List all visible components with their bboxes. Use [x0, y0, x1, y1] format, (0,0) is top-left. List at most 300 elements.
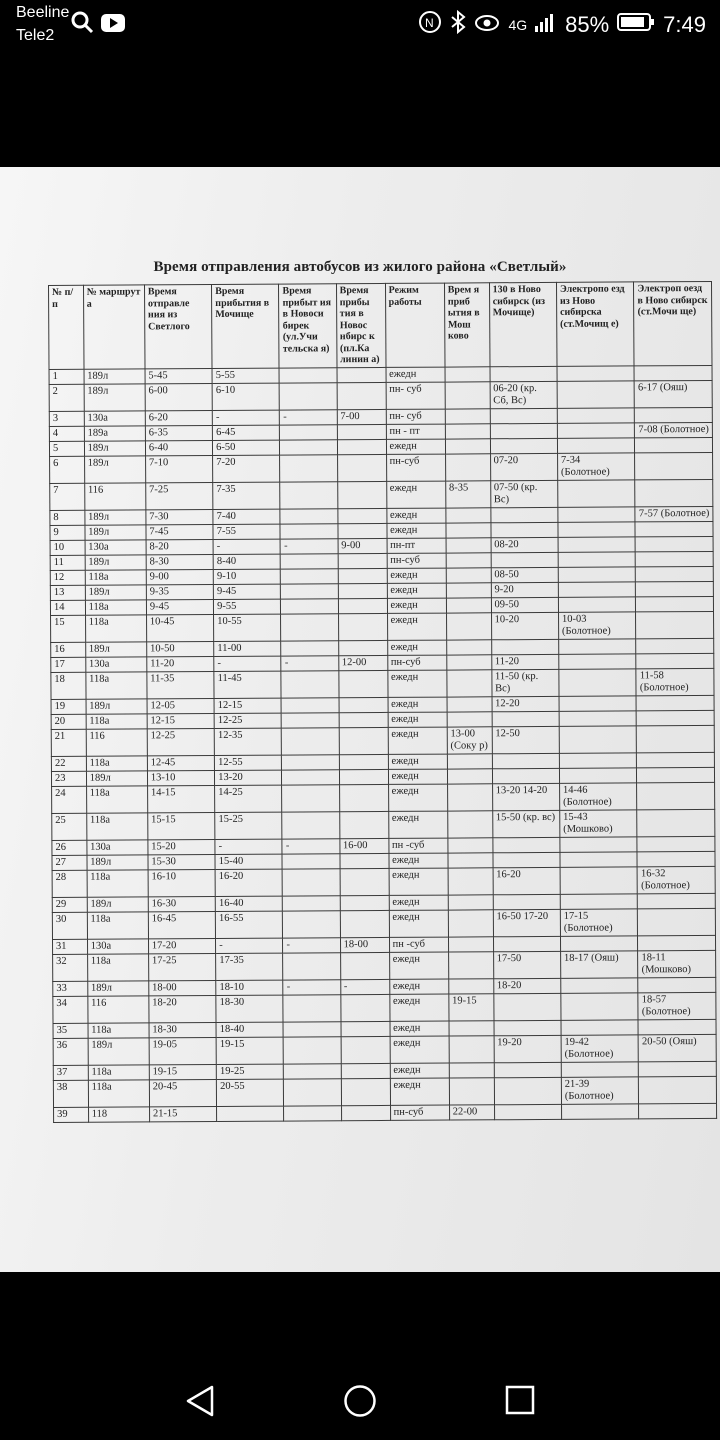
- table-cell: [338, 523, 387, 538]
- table-cell: 16-45: [148, 911, 215, 938]
- table-cell: 17-20: [148, 938, 215, 953]
- table-cell: [558, 596, 636, 611]
- table-cell: [447, 783, 492, 810]
- table-cell: [446, 522, 491, 537]
- table-cell: 19-15: [216, 1037, 283, 1064]
- table-cell: [281, 553, 338, 568]
- table-cell: [637, 752, 715, 767]
- table-cell: 118а: [86, 755, 147, 770]
- table-cell: 15: [51, 615, 86, 642]
- table-cell: 189а: [84, 425, 145, 440]
- table-cell: [337, 424, 386, 439]
- table-cell: [341, 1036, 390, 1063]
- table-cell: [339, 754, 388, 769]
- table-cell: 14-46 (Болотное): [559, 782, 637, 809]
- table-cell: 6-35: [145, 425, 212, 440]
- table-cell: 6-00: [145, 383, 212, 410]
- table-cell: 118а: [88, 1064, 149, 1079]
- table-cell: 118а: [85, 569, 146, 584]
- table-cell: 6-17 (Ояш): [635, 380, 713, 407]
- status-right: [418, 10, 706, 40]
- table-cell: [493, 852, 560, 867]
- table-cell: 189л: [85, 584, 146, 599]
- table-cell: 13: [50, 585, 85, 600]
- table-cell: [635, 536, 713, 551]
- table-cell: 22-00: [449, 1104, 494, 1119]
- table-cell: 189л: [87, 896, 148, 911]
- table-cell: 189л: [85, 554, 146, 569]
- table-cell: [635, 452, 713, 479]
- table-cell: 16: [51, 642, 86, 657]
- table-cell: [282, 811, 339, 838]
- table-cell: 14-15: [147, 785, 214, 812]
- column-header: Электропо езд из Ново сибирска (ст.Мочищ е): [556, 282, 634, 366]
- table-cell: 118а: [86, 812, 147, 839]
- table-cell: [446, 612, 491, 639]
- table-cell: 12-05: [147, 698, 214, 713]
- table-cell: 20-55: [217, 1079, 284, 1106]
- column-header: Время прибытия в Мочище: [212, 284, 280, 368]
- table-cell: [338, 598, 387, 613]
- table-cell: [337, 508, 386, 523]
- table-cell: 7-20: [213, 455, 280, 482]
- network-type: 4G: [508, 17, 528, 33]
- table-row: [52, 782, 715, 813]
- table-cell: [283, 994, 340, 1021]
- table-cell: 18-30: [216, 995, 283, 1022]
- table-cell: [635, 479, 713, 506]
- table-cell: [279, 367, 336, 382]
- table-cell: [448, 837, 493, 852]
- table-cell: [448, 909, 493, 936]
- table-cell: [340, 853, 389, 868]
- table-cell: 10-45: [146, 614, 213, 641]
- table-cell: [558, 551, 636, 566]
- table-cell: 9-45: [146, 599, 213, 614]
- table-cell: [636, 551, 714, 566]
- table-cell: ежедн: [388, 811, 447, 838]
- table-cell: -: [281, 538, 338, 553]
- table-cell: ежедн: [389, 868, 448, 895]
- table-cell: [338, 583, 387, 598]
- table-cell: 189л: [87, 854, 148, 869]
- table-cell: [638, 908, 716, 935]
- table-cell: [492, 753, 559, 768]
- table-cell: 7-35: [213, 482, 280, 509]
- table-cell: 7-10: [145, 455, 212, 482]
- table-cell: 5-45: [145, 368, 212, 383]
- table-cell: 118а: [87, 911, 148, 938]
- table-cell: ежедн: [389, 910, 448, 937]
- table-row: [49, 380, 712, 411]
- recents-icon[interactable]: [504, 1384, 536, 1421]
- table-cell: [446, 582, 491, 597]
- table-cell: [494, 1104, 561, 1119]
- table-row: [51, 611, 714, 642]
- column-header: Врем я приб ытия в Мош ково: [444, 283, 489, 367]
- table-cell: 116: [86, 728, 147, 755]
- table-cell: 6-40: [145, 440, 212, 455]
- table-cell: ежедн: [388, 754, 447, 769]
- table-cell: ежедн: [390, 1078, 449, 1105]
- table-cell: 7-34 (Болотное): [557, 452, 635, 479]
- table-cell: ежедн: [389, 979, 448, 994]
- scanned-page: [0, 167, 720, 1272]
- table-row: [53, 1076, 716, 1107]
- table-cell: пн-суб: [386, 454, 445, 481]
- table-cell: [637, 851, 715, 866]
- table-cell: [493, 993, 560, 1020]
- table-cell: [559, 710, 637, 725]
- table-cell: 12-25: [214, 713, 281, 728]
- table-cell: 189л: [86, 770, 147, 785]
- table-cell: -: [212, 410, 279, 425]
- table-cell: [338, 553, 387, 568]
- table-cell: ежедн: [388, 697, 447, 712]
- table-cell: 9-45: [214, 584, 281, 599]
- table-cell: ежедн: [386, 439, 445, 454]
- table-cell: [559, 668, 637, 695]
- table-cell: 19-25: [216, 1064, 283, 1079]
- table-cell: 19-15: [449, 993, 494, 1020]
- table-cell: 18: [51, 672, 86, 699]
- table-cell: 19: [51, 699, 86, 714]
- table-cell: 189л: [84, 383, 145, 410]
- table-cell: 11-00: [214, 641, 281, 656]
- table-row: [52, 866, 715, 897]
- table-cell: [636, 638, 714, 653]
- document-title: Время отправления автобусов из жилого района «Светлый»: [153, 259, 567, 275]
- table-cell: [448, 894, 493, 909]
- table-cell: [282, 853, 339, 868]
- table-cell: 19-20: [494, 1035, 561, 1062]
- table-cell: 118: [88, 1106, 149, 1121]
- table-cell: 08-50: [491, 567, 558, 582]
- table-cell: 11-35: [147, 671, 214, 698]
- table-cell: [284, 1063, 341, 1078]
- table-cell: [558, 566, 636, 581]
- table-cell: 189л: [87, 980, 148, 995]
- table-cell: [340, 868, 389, 895]
- table-cell: [639, 1061, 717, 1076]
- table-cell: 15-25: [215, 812, 282, 839]
- table-cell: пн-пт: [387, 538, 446, 553]
- table-cell: [283, 910, 340, 937]
- table-cell: 19-15: [149, 1064, 216, 1079]
- table-cell: [280, 508, 337, 523]
- table-cell: [445, 438, 490, 453]
- table-cell: 6-50: [213, 440, 280, 455]
- table-cell: [283, 1021, 340, 1036]
- table-cell: [281, 598, 338, 613]
- table-cell: [637, 767, 715, 782]
- table-cell: 118а: [87, 869, 148, 896]
- table-cell: 118а: [86, 785, 147, 812]
- table-cell: 12: [50, 570, 85, 585]
- table-cell: пн-суб: [387, 553, 446, 568]
- table-cell: 12-00: [338, 655, 387, 670]
- table-cell: [283, 868, 340, 895]
- table-cell: 9-00: [338, 538, 387, 553]
- table-cell: [338, 613, 387, 640]
- table-cell: [559, 767, 637, 782]
- table-cell: 8-40: [213, 554, 280, 569]
- schedule-table: [48, 281, 717, 1123]
- table-cell: [637, 782, 715, 809]
- table-cell: [337, 439, 386, 454]
- table-cell: [493, 894, 560, 909]
- table-cell: 189л: [85, 641, 146, 656]
- table-cell: 16-40: [215, 896, 282, 911]
- table-cell: [280, 382, 337, 409]
- table-cell: 19-05: [149, 1037, 216, 1064]
- table-cell: [447, 669, 492, 696]
- table-cell: 13-10: [147, 770, 214, 785]
- table-cell: 130а: [87, 938, 148, 953]
- table-cell: [639, 1103, 717, 1118]
- table-cell: 18-17 (Ояш): [560, 950, 638, 977]
- table-cell: 13-20: [215, 770, 282, 785]
- table-cell: 30: [52, 912, 87, 939]
- table-cell: 1: [49, 369, 84, 384]
- table-cell: [490, 366, 557, 381]
- table-cell: [341, 1021, 390, 1036]
- table-cell: 9-00: [146, 569, 213, 584]
- table-cell: 12-35: [214, 728, 281, 755]
- table-cell: [491, 522, 558, 537]
- table-cell: 25: [52, 813, 87, 840]
- table-cell: ежедн: [389, 994, 448, 1021]
- table-cell: [284, 1036, 341, 1063]
- table-cell: 11-45: [214, 671, 281, 698]
- table-cell: -: [215, 839, 282, 854]
- table-cell: [639, 1076, 717, 1103]
- table-cell: [635, 521, 713, 536]
- table-cell: 12-25: [147, 728, 214, 755]
- table-cell: [561, 1103, 639, 1118]
- column-header: Режим работы: [385, 283, 445, 367]
- table-cell: пн -суб: [389, 937, 448, 952]
- table-cell: [490, 438, 557, 453]
- table-cell: [637, 836, 715, 851]
- table-cell: [281, 640, 338, 655]
- table-cell: [448, 936, 493, 951]
- table-cell: [282, 769, 339, 784]
- table-cell: -: [283, 937, 340, 952]
- table-cell: 116: [88, 995, 149, 1022]
- table-cell: [490, 408, 557, 423]
- table-cell: 118а: [87, 953, 148, 980]
- table-cell: [445, 408, 490, 423]
- table-cell: [558, 506, 636, 521]
- table-header-row: [49, 281, 712, 369]
- table-cell: 17-25: [148, 953, 215, 980]
- table-cell: [561, 1019, 639, 1034]
- home-icon[interactable]: [343, 1384, 377, 1423]
- table-cell: ежедн: [387, 613, 446, 640]
- table-cell: [281, 670, 338, 697]
- table-cell: 189л: [85, 524, 146, 539]
- table-cell: 130а: [84, 410, 145, 425]
- table-cell: 21-39 (Болотное): [561, 1076, 639, 1103]
- table-cell: [340, 910, 389, 937]
- table-cell: [449, 1035, 494, 1062]
- table-cell: [559, 752, 637, 767]
- table-cell: -: [340, 979, 389, 994]
- table-cell: 16-20: [493, 867, 560, 894]
- table-cell: [339, 811, 388, 838]
- table-cell: 36: [53, 1038, 88, 1065]
- table-cell: [448, 867, 493, 894]
- back-icon[interactable]: [184, 1384, 216, 1423]
- table-cell: [446, 552, 491, 567]
- table-cell: [559, 695, 637, 710]
- table-cell: 17: [51, 657, 86, 672]
- table-cell: 10-50: [147, 641, 214, 656]
- table-cell: [445, 423, 490, 438]
- table-cell: [559, 653, 637, 668]
- table-cell: 7-57 (Болотное): [635, 506, 713, 521]
- table-cell: 12-15: [214, 698, 281, 713]
- table-cell: [636, 566, 714, 581]
- table-row: [53, 992, 716, 1023]
- table-cell: [281, 613, 338, 640]
- table-cell: [445, 453, 490, 480]
- table-cell: [558, 479, 636, 506]
- table-cell: [557, 380, 635, 407]
- table-cell: -: [214, 656, 281, 671]
- table-cell: 189л: [84, 368, 145, 383]
- clock: 7:49: [663, 12, 706, 37]
- table-cell: [490, 507, 557, 522]
- column-header: Время прибы тия в Новос нбирс к (пл.Ка линин а): [336, 283, 385, 367]
- table-cell: [561, 992, 639, 1019]
- table-cell: 21: [51, 729, 86, 756]
- table-cell: [559, 725, 637, 752]
- table-cell: 6-20: [145, 410, 212, 425]
- table-cell: 15-30: [148, 854, 215, 869]
- table-cell: [339, 697, 388, 712]
- table-cell: -: [283, 979, 340, 994]
- table-cell: 14-25: [215, 785, 282, 812]
- table-cell: [560, 836, 638, 851]
- table-cell: ежедн: [389, 952, 448, 979]
- column-header: Время прибыт ия в Новоси бирек (ул.Учи тельска я): [279, 284, 337, 368]
- table-cell: 189л: [84, 455, 145, 482]
- table-cell: 8: [50, 510, 85, 525]
- table-cell: [492, 711, 559, 726]
- table-cell: 15-50 (кр. вс): [492, 810, 559, 837]
- table-cell: 34: [53, 996, 88, 1023]
- table-cell: [448, 978, 493, 993]
- table-cell: 12-15: [147, 713, 214, 728]
- table-cell: 20-50 (Ояш): [638, 1034, 716, 1061]
- table-cell: [341, 1105, 390, 1120]
- table-cell: 18-00: [149, 980, 216, 995]
- table-cell: 118а: [88, 1022, 149, 1037]
- table-cell: [283, 895, 340, 910]
- table-cell: 16-00: [339, 838, 388, 853]
- table-cell: 118а: [86, 671, 147, 698]
- table-cell: 31: [52, 939, 87, 954]
- table-cell: [637, 809, 715, 836]
- table-cell: 16-55: [215, 911, 282, 938]
- table-cell: [337, 382, 386, 409]
- table-cell: 118а: [86, 713, 147, 728]
- table-cell: [340, 895, 389, 910]
- table-cell: 18-20: [149, 995, 216, 1022]
- table-cell: [338, 568, 387, 583]
- table-cell: [447, 753, 492, 768]
- table-row: [51, 668, 714, 699]
- table-cell: [340, 952, 389, 979]
- table-cell: [341, 1078, 390, 1105]
- table-cell: 7-55: [213, 524, 280, 539]
- table-cell: 15-43 (Мошково): [560, 809, 638, 836]
- table-cell: [491, 639, 558, 654]
- table-cell: ежедн: [386, 481, 445, 508]
- table-cell: [337, 454, 386, 481]
- table-cell: [638, 1019, 716, 1034]
- table-cell: [492, 837, 559, 852]
- table-cell: 8-20: [146, 539, 213, 554]
- table-row: [52, 809, 715, 840]
- table-cell: 7-00: [337, 409, 386, 424]
- table-cell: [560, 866, 638, 893]
- table-cell: 13-00 (Соку р): [447, 726, 492, 753]
- table-cell: [447, 768, 492, 783]
- table-cell: 6-45: [213, 425, 280, 440]
- table-cell: [634, 365, 712, 380]
- table-cell: [339, 784, 388, 811]
- table-cell: 2: [49, 384, 84, 411]
- table-cell: 16-32 (Болотное): [637, 866, 715, 893]
- table-cell: 20-45: [149, 1079, 216, 1106]
- table-cell: [557, 422, 635, 437]
- table-cell: [637, 725, 715, 752]
- carrier-primary: Beeline: [16, 4, 70, 21]
- table-cell: 22: [51, 756, 86, 771]
- table-cell: [560, 935, 638, 950]
- table-cell: 33: [53, 981, 88, 996]
- table-cell: 189л: [85, 509, 146, 524]
- table-cell: 09-50: [491, 597, 558, 612]
- table-cell: 12-45: [147, 755, 214, 770]
- table-cell: 29: [52, 897, 87, 912]
- table-cell: 5-55: [212, 368, 279, 383]
- table-cell: -: [216, 938, 283, 953]
- table-cell: 17-35: [216, 953, 283, 980]
- table-cell: [557, 407, 635, 422]
- document-image[interactable]: [0, 167, 720, 1272]
- table-row: [53, 950, 716, 981]
- table-cell: 130а: [85, 539, 146, 554]
- column-header: Электроп оезд в Ново сибирск (ст.Мочи ще): [634, 281, 712, 365]
- table-cell: 189л: [86, 698, 147, 713]
- table-cell: 5: [49, 441, 84, 456]
- table-cell: 10-20: [491, 612, 558, 639]
- table-cell: [560, 851, 638, 866]
- table-cell: 15-15: [148, 812, 215, 839]
- table-cell: 39: [54, 1107, 89, 1122]
- table-cell: 24: [52, 786, 87, 813]
- table-cell: [339, 712, 388, 727]
- table-cell: 26: [52, 840, 87, 855]
- table-cell: [282, 784, 339, 811]
- table-cell: 32: [53, 954, 88, 981]
- table-cell: [282, 727, 339, 754]
- table-cell: 19-42 (Болотное): [561, 1034, 639, 1061]
